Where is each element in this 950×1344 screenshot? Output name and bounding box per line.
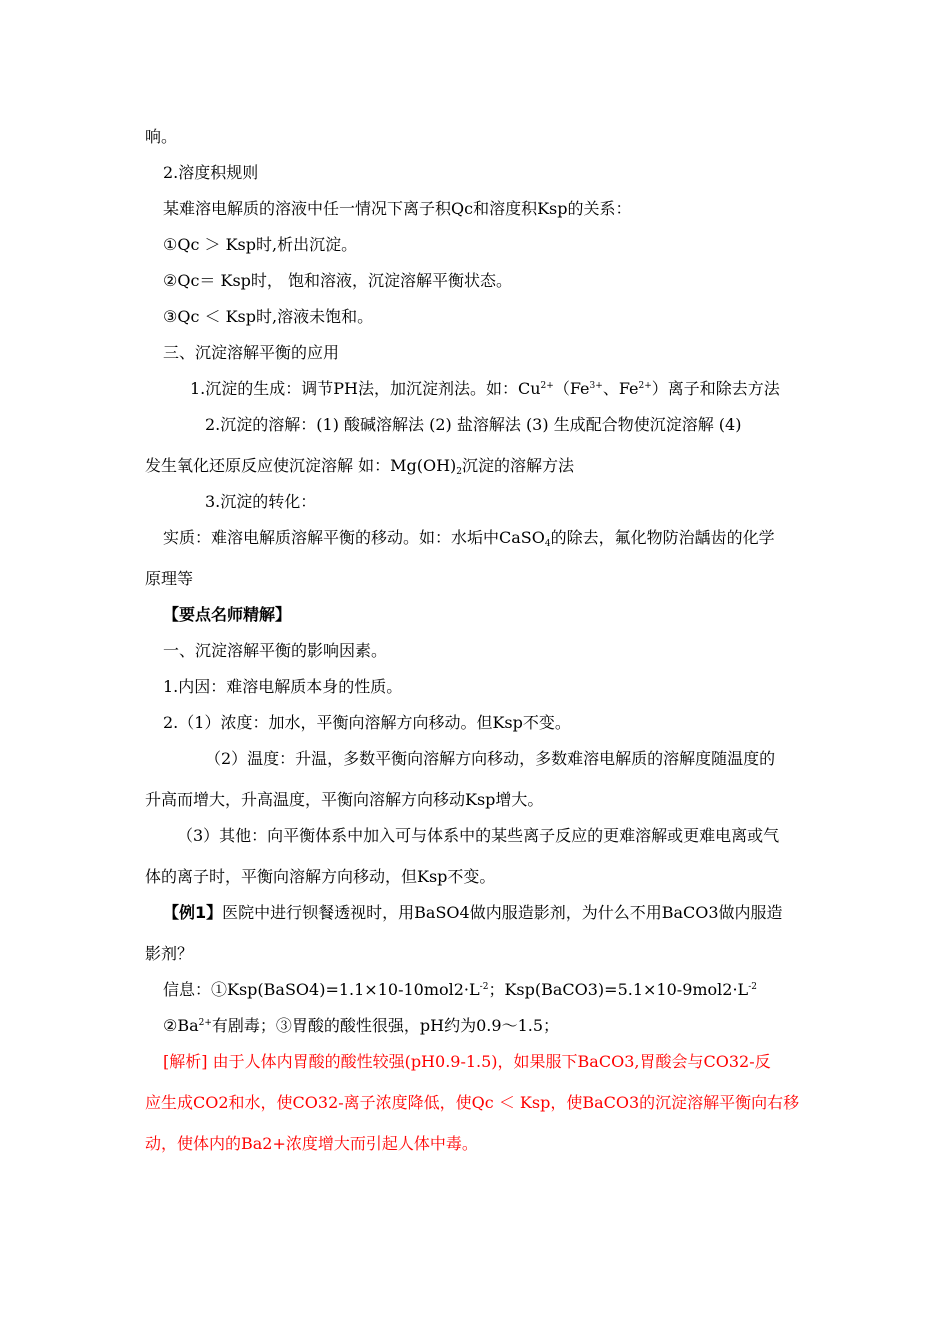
text-line: 信息：$①Ksp(BaSO4)=1.1\times 10-10mol2\cdot L^{-2}$；$Ksp(BaCO3)=5.1\times 10-9mol2\cdot L^{-2}$	[163, 980, 757, 999]
text-line: 2.溶度积规则	[163, 163, 259, 182]
text-line: 1.沉淀的生成：调节PH法，加沉淀剂法。如：$Cu^{2+}(Fe^{3+}$、$Fe^{2+}$）离子和除去方法	[190, 379, 780, 398]
text-line: 影剂？	[145, 944, 194, 963]
answer-analysis: 动，使体内的Ba2+浓度增大而引起人体中毒。	[145, 1134, 478, 1153]
text-line: 2.（1）浓度：加水，平衡向溶解方向移动。但Ksp不变。	[163, 713, 571, 732]
text-line: 3.沉淀的转化：	[205, 492, 317, 511]
text-line: 升高而增大，升高温度，平衡向溶解方向移动Ksp增大。	[145, 790, 544, 809]
text-line: 发生氧化还原反应使沉淀溶解 如：$Mg(OH)_2$沉淀的溶解方法	[145, 456, 575, 477]
text-line: 一、沉淀溶解平衡的影响因素。	[163, 641, 388, 660]
text-line: （3）其他：向平衡体系中加入可与体系中的某些离子反应的更难溶解或更难电离或气	[177, 826, 780, 845]
text-line: 某难溶电解质的溶液中任一情况下离子积Qc和溶度积Ksp的关系：	[163, 199, 632, 218]
answer-analysis: 应生成CO2和水，使CO32-离子浓度降低，使Qc ＜ Ksp，使BaCO3的沉淀溶解平衡向右移	[145, 1093, 800, 1112]
example-tag: 【例1】	[163, 903, 223, 922]
answer-analysis: [解析] 由于人体内胃酸的酸性较强(pH0.9-1.5)，如果服下BaCO3,胃酸会与CO32-反	[163, 1052, 771, 1071]
text-line: 2.沉淀的溶解：(1) 酸碱溶解法 (2) 盐溶解法 (3) 生成配合物使沉淀溶解 (4)	[205, 415, 742, 434]
text-line: ①Qc ＞ Ksp时,析出沉淀。	[163, 235, 358, 254]
text-line: 响。	[145, 127, 178, 146]
text-line: 原理等	[145, 569, 194, 588]
text-line: $②Ba^{2+}$有剧毒；③胃酸的酸性很强，pH约为0.9～1.5；	[163, 1016, 560, 1035]
text-line: ②Qc＝ Ksp时， 饱和溶液，沉淀溶解平衡状态。	[163, 271, 513, 290]
text-line: ③Qc ＜ Ksp时,溶液未饱和。	[163, 307, 374, 326]
text-line: （2）温度：升温，多数平衡向溶解方向移动，多数难溶电解质的溶解度随温度的	[205, 749, 776, 768]
section-heading: 【要点名师精解】	[163, 605, 292, 624]
text-line: 1.内因：难溶电解质本身的性质。	[163, 677, 403, 696]
example-question: 【例1】医院中进行钡餐透视时，用BaSO4做内服造影剂，为什么不用BaCO3做内服造	[163, 903, 783, 922]
text-line: 实质：难溶电解质溶解平衡的移动。如：水垢中CaSO$_4$的除去，氟化物防治龋齿的化学	[163, 528, 775, 549]
text-line: 体的离子时，平衡向溶解方向移动，但Ksp不变。	[145, 867, 496, 886]
section-heading: 三、沉淀溶解平衡的应用	[163, 343, 340, 362]
